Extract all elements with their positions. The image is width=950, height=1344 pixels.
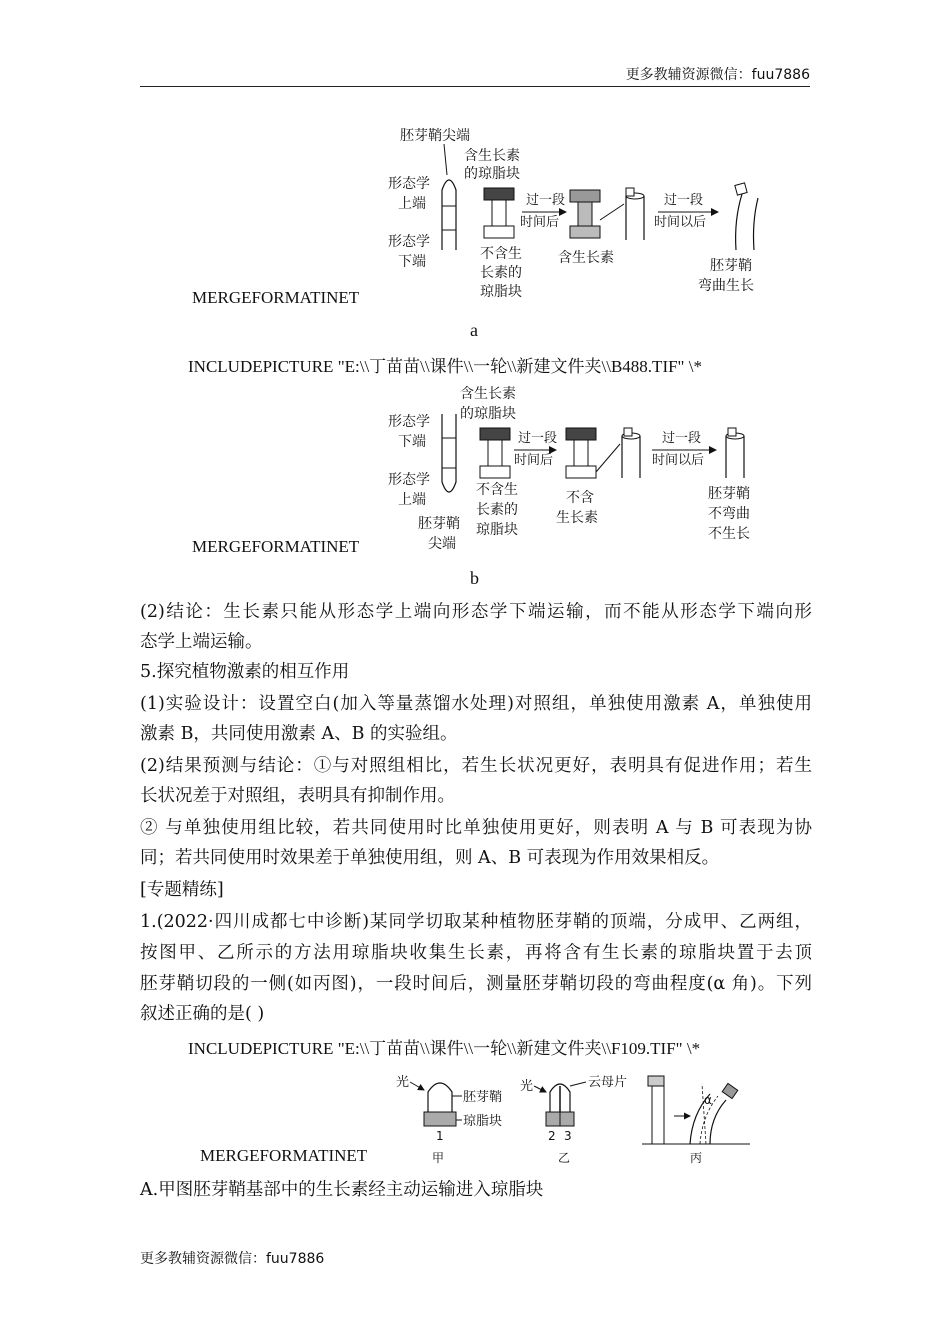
fig-b-label-morph-top-1: 形态学: [388, 472, 430, 488]
fig-b-label-no-auxin-2: 长素的: [476, 502, 518, 518]
fig-a-label-morph-top-2: 上端: [398, 196, 426, 212]
fig-c-label-alpha: α: [704, 1093, 712, 1107]
design-line-2: 激素 B，共同使用激素 A、B 的实验组。: [140, 724, 458, 744]
fig-b-mergeformat: MERGEFORMATINET: [192, 537, 360, 556]
fig-b-label-morph-top-2: 上端: [398, 492, 426, 508]
fig-b-label-not-contain-2: 生长素: [556, 510, 598, 526]
fig-a-label-after-2: 时间后: [520, 215, 560, 230]
option-a: A.甲图胚芽鞘基部中的生长素经主动运输进入琼脂块: [140, 1180, 544, 1200]
fig-b-label-result-3: 不生长: [708, 526, 750, 542]
fig-b-label-result-1: 胚芽鞘: [708, 486, 750, 502]
fig-b-label-morph-bottom-1: 形态学: [388, 414, 430, 430]
fig-b-caption: b: [470, 568, 479, 588]
fig-b-label-morph-bottom-2: 下端: [398, 434, 426, 450]
fig-a-label-morph-bottom-1: 形态学: [388, 234, 430, 250]
second-line-1: ② 与单独使用组比较，若共同使用时比单独使用更好，则表明 A 与 B 可表现为协: [140, 818, 812, 838]
header-divider: [140, 86, 810, 87]
conclusion-line-1: (2)结论：生长素只能从形态学上端向形态学下端运输，而不能从形态学下端向形: [140, 602, 812, 622]
fig-c-label-jia: 甲: [432, 1151, 445, 1165]
fig-a-label-no-auxin-3: 琼脂块: [480, 284, 522, 300]
practice-heading: [专题精练]: [140, 880, 224, 900]
fig-b-label-after2-2: 时间以后: [652, 453, 705, 468]
fig-c-label-agar: 琼脂块: [463, 1114, 503, 1129]
fig-b-label-tip-1: 胚芽鞘: [418, 516, 460, 532]
fig-b-label-result-2: 不弯曲: [708, 506, 750, 522]
fig-c-label-yi: 乙: [558, 1151, 571, 1165]
fig-a-label-after2-2: 时间以后: [654, 215, 707, 230]
fig-b-label-with-auxin-1: 含生长素: [460, 386, 516, 402]
fig-b-label-after2-1: 过一段: [662, 431, 702, 446]
predict-line-2: 长状况差于对照组，表明具有抑制作用。: [140, 786, 455, 806]
question-1-line-3: 胚芽鞘切段的一侧(如丙图)，一段时间后，测量胚芽鞘切段的弯曲程度(α 角)。下列: [140, 974, 812, 994]
page-header: 更多教辅资源微信：fuu7886: [625, 67, 810, 83]
design-line-1: (1)实验设计：设置空白(加入等量蒸馏水处理)对照组，单独使用激素 A，单独使用: [140, 694, 812, 714]
page-footer: 更多教辅资源微信：fuu7886: [140, 1251, 325, 1267]
fig-c-label-bing: 丙: [690, 1151, 703, 1165]
question-1-line-4: 叙述正确的是( ): [140, 1004, 265, 1024]
fig-a-label-morph-top-1: 形态学: [388, 176, 430, 192]
include-picture-2: INCLUDEPICTURE "E:\\丁苗苗\\课件\\一轮\\新建文件夹\\F109.TIF" \*: [188, 1039, 701, 1058]
fig-b-label-tip-2: 尖端: [428, 536, 456, 552]
fig-a-label-no-auxin-2: 长素的: [480, 265, 522, 281]
conclusion-line-2: 态学上端运输。: [140, 632, 263, 652]
fig-c-label-light-1: 光: [396, 1075, 410, 1090]
section-5-heading: 5.探究植物激素的相互作用: [140, 662, 350, 682]
fig-c-label-light-2: 光: [520, 1079, 534, 1094]
fig-a-label-result-1: 胚芽鞘: [710, 258, 752, 274]
figure-c: [390, 1066, 760, 1170]
fig-b-label-no-auxin-1: 不含生: [476, 482, 518, 498]
fig-a-label-tip: 胚芽鞘尖端: [400, 128, 470, 144]
question-1-line-2: 按图甲、乙所示的方法用琼脂块收集生长素，再将含有生长素的琼脂块置于去顶: [140, 943, 812, 963]
include-picture-1: INCLUDEPICTURE "E:\\丁苗苗\\课件\\一轮\\新建文件夹\\B488.TIF" \*: [188, 357, 702, 376]
second-line-2: 同；若共同使用时效果差于单独使用组，则 A、B 可表现为作用效果相反。: [140, 848, 720, 868]
fig-b-label-not-contain-1: 不含: [566, 490, 594, 506]
fig-c-label-n1: 1: [436, 1129, 444, 1143]
fig-a-label-contains-auxin: 含生长素: [558, 250, 614, 266]
fig-a-label-with-auxin-2: 的琼脂块: [464, 166, 520, 182]
fig-a-caption: a: [470, 320, 478, 340]
fig-a-label-after2-1: 过一段: [664, 193, 704, 208]
fig-c-label-n2: 2: [548, 1129, 556, 1143]
fig-a-label-after-1: 过一段: [526, 193, 566, 208]
fig-a-label-no-auxin-1: 不含生: [480, 246, 522, 262]
fig-b-label-after-1: 过一段: [518, 431, 558, 446]
fig-c-label-n3: 3: [564, 1129, 572, 1143]
fig-a-mergeformat: MERGEFORMATINET: [192, 288, 360, 307]
fig-b-label-after-2: 时间后: [514, 453, 554, 468]
fig-a-label-with-auxin-1: 含生长素: [464, 148, 520, 164]
fig-a-label-morph-bottom-2: 下端: [398, 254, 426, 270]
fig-c-label-coleoptile: 胚芽鞘: [463, 1090, 503, 1105]
fig-a-label-result-2: 弯曲生长: [698, 278, 754, 294]
fig-c-label-mica: 云母片: [588, 1075, 628, 1090]
fig-c-mergeformat: MERGEFORMATINET: [200, 1146, 368, 1165]
question-1-line-1: 1.(2022·四川成都七中诊断)某同学切取某种植物胚芽鞘的顶端，分成甲、乙两组，: [140, 912, 812, 932]
figure-a: [380, 120, 780, 310]
predict-line-1: (2)结果预测与结论：①与对照组相比，若生长状况更好，表明具有促进作用；若生: [140, 756, 812, 776]
figure-b: [380, 378, 780, 562]
fig-b-label-with-auxin-2: 的琼脂块: [460, 406, 516, 422]
fig-b-label-no-auxin-3: 琼脂块: [476, 522, 518, 538]
